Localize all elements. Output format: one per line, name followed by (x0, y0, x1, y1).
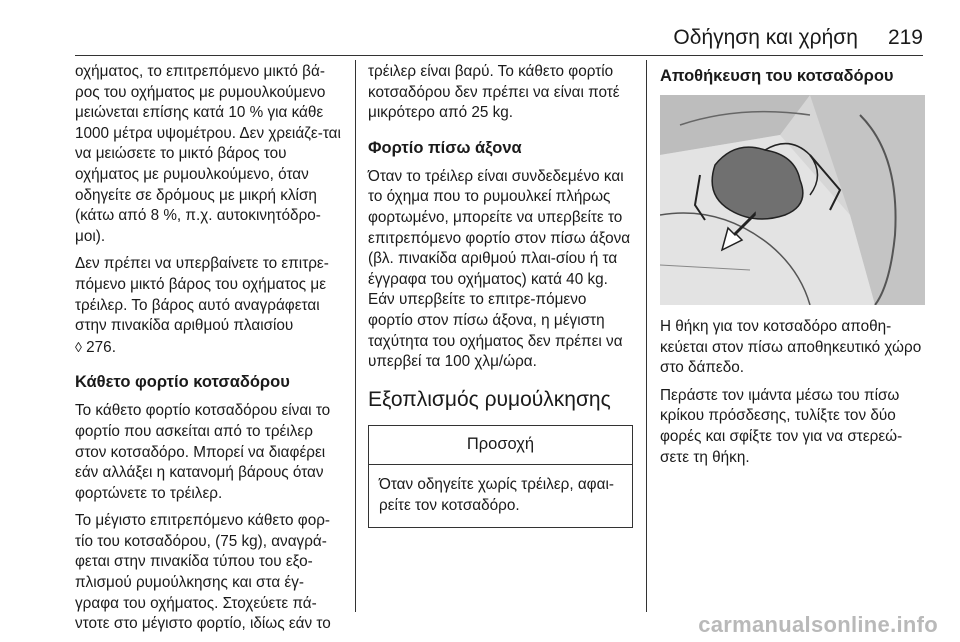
section-heading-towing-equipment: Εξοπλισμός ρυμούλκησης (368, 387, 611, 411)
page-header (673, 26, 923, 50)
paragraph: οχήματος, το επιτρεπόμενο μικτό βά-ρος του οχήματος με ρυμουλκούμενο μειώνεται επίσης κατά 10 % για κάθε 1000 μέτρα υψομέτρου. Δεν χρειάζε-ται να μειώσετε το μικτό βάρος του οχήματος με ρυμουλκούμενο, όταν οδηγείτε σε δρόμους με μικρή κλίση (κάτω από 8 %, π.χ. αυτοκινητόδρο-μοι). (75, 63, 341, 245)
page-number: 219 (887, 26, 923, 49)
paragraph: Όταν το τρέιλερ είναι συνδεδεμένο και το όχημα που το ρυμουλκεί πλήρως φορτωμένο, μπορείτε να υπερβείτε το επιτρεπόμενο φορτίο στον πίσω άξονα (βλ. πινακίδα αριθμού πλαι-σίου ή τα έγγραφα του οχήματος) κατά 40 kg. Εάν υπερβείτε το επιτρε-πόμενο φορτίο στον πίσω άξονα, η μέγιστη ταχύτητα του οχήματος δεν πρέπει να υπερβεί τα 100 χλμ/ώρα. (368, 167, 631, 371)
paragraph: Το κάθετο φορτίο κοτσαδόρου είναι το φορτίο που ασκείται από το τρέιλερ στον κοτσαδόρο. Μπορεί να διαφέρει εάν αλλάξει η κατανομή βάρους όταν φορτώνετε το τρέιλερ. (75, 402, 331, 502)
paragraph: τρέιλερ είναι βαρύ. Το κάθετο φορτίο κοτσαδόρου δεν πρέπει να είναι ποτέ μικρότερο από 25 kg. (368, 63, 620, 122)
column-divider-1 (355, 60, 356, 612)
cross-reference-page-link[interactable]: 276. (86, 338, 116, 356)
subheading-vertical-load: Κάθετο φορτίο κοτσαδόρου (75, 373, 290, 392)
trunk-illustration-icon (660, 95, 925, 305)
section-title: Οδήγηση και χρήση (673, 26, 858, 49)
column-3 (660, 62, 925, 475)
paragraph: Η θήκη για τον κοτσαδόρο αποθη-κεύεται στον πίσω αποθηκευτικό χώρο στο δάπεδο. (660, 318, 922, 377)
paragraph: Το μέγιστο επιτρεπόμενο κάθετο φορ-τίο του κοτσαδόρου, (75 kg), αναγρά-φεται στην πινακίδα τύπου του εξο-πλισμού ρυμούλκησης και στα έγ-γραφα του οχήματος. Στοχεύετε πά-ντοτε στο μέγιστο φορτίο, ιδίως εάν το (75, 512, 331, 633)
subheading-rear-axle-load: Φορτίο πίσω άξονα (368, 138, 522, 157)
towbar-storage-illustration (660, 95, 925, 305)
subheading-towbar-storage: Αποθήκευση του κοτσαδόρου (660, 67, 894, 85)
header-divider (75, 55, 923, 56)
paragraph: Δεν πρέπει να υπερβαίνετε το επιτρε-πόμενο μικτό βάρος του οχήματος με τρέιλερ. Το βάρος αυτό αναγράφεται στην πινακίδα αριθμού πλαισίου ◊ 276. (75, 255, 329, 356)
paragraph: Περάστε τον ιμάντα μέσω του πίσω κρίκου πρόσδεσης, τυλίξτε τον δύο φορές και σφίξτε τον για να στερεώ-σετε τη θήκη. (660, 386, 903, 466)
column-2 (368, 62, 633, 528)
caution-text: Όταν οδηγείτε χωρίς τρέιλερ, αφαι-ρείτε τον κοτσαδόρο. (379, 476, 614, 514)
column-divider-2 (646, 60, 647, 612)
watermark: carmanualsonline.info (698, 612, 938, 637)
cross-reference-arrow-icon: ◊ (75, 338, 82, 355)
column-1 (75, 62, 345, 642)
caution-box (368, 425, 633, 528)
caution-title: Προσοχή (369, 426, 632, 466)
